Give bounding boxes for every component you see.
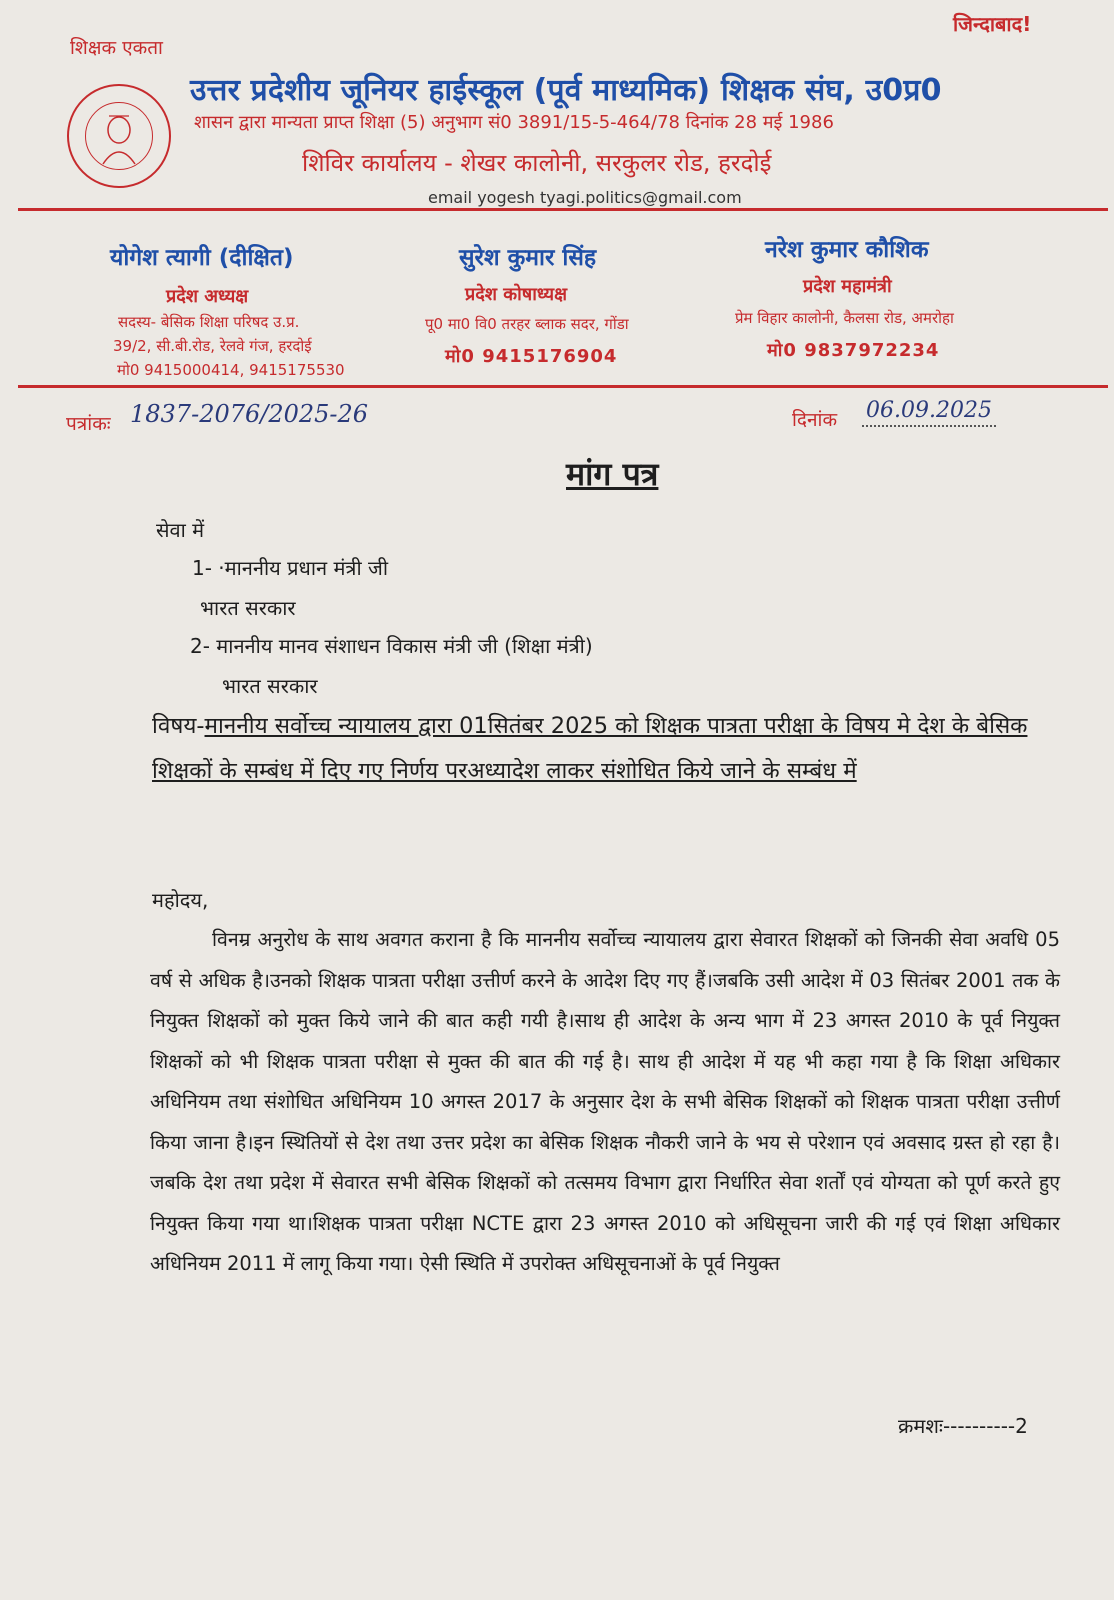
president-post: प्रदेश अध्यक्ष: [166, 286, 249, 307]
salutation: महोदय,: [152, 888, 209, 912]
secretary-detail-1: प्रेम विहार कालोनी, कैलसा रोड, अमरोहा: [735, 309, 954, 327]
date-value: 06.09.2025: [862, 398, 996, 427]
date-label: दिनांक: [792, 409, 838, 431]
subject-block: [152, 704, 1057, 794]
organization-name: उत्तर प्रदेशीय जूनियर हाईस्कूल (पूर्व माध्यमिक) शिक्षक संघ, उ0प्र0: [190, 73, 942, 108]
recipient-1: 1- ·माननीय प्रधान मंत्री जी: [192, 556, 389, 580]
president-name: योगेश त्यागी (दीक्षित): [110, 245, 294, 271]
email-address: email yogesh tyagi.politics@gmail.com: [428, 188, 742, 207]
ref-number: 1837-2076/2025-26: [130, 400, 369, 428]
recipient-2-org: भारत सरकार: [222, 674, 318, 698]
subject-text: माननीय सर्वोच्च न्यायालय द्वारा 01सितंबर 2025 को शिक्षक पात्रता परीक्षा के विषय मे देश के बेसिक शिक्षकों के सम्बंध में दिए गए निर्णय परअध्यादेश लाकर संशोधित किये जाने के सम्बंध में: [152, 713, 1028, 784]
treasurer-post: प्रदेश कोषाध्यक्ष: [465, 284, 567, 305]
body-paragraph: विनम्र अनुरोध के साथ अवगत कराना है कि माननीय सर्वोच्च न्यायालय द्वारा सेवारत शिक्षकों को जिनकी सेवा अवधि 05 वर्ष से अधिक है।उनको शिक्षक पात्रता परीक्षा उत्तीर्ण करने के आदेश दिए गए हैं।जबकि उसी आदेश में 03 सितंबर 2001 तक के नियुक्त शिक्षकों को मुक्त किये जाने की बात कही गयी है।साथ ही आदेश के अन्य भाग में 23 अगस्त 2010 के पूर्व नियुक्त शिक्षकों को भी शिक्षक पात्रता परीक्षा से मुक्त की बात की गई है। साथ ही आदेश में यह भी कहा गया है कि शिक्षा अधिकार अधिनियम तथा संशोधित अधिनियम 10 अगस्त 2017 के अनुसार देश के सभी बेसिक शिक्षकों को शिक्षक पात्रता परीक्षा उत्तीर्ण किया जाना है।इन स्थितियों से देश तथा उत्तर प्रदेश का बेसिक शिक्षक नौकरी जाने के भय से परेशान एवं अवसाद ग्रस्त हो रहा है। जबकि देश तथा प्रदेश में सेवारत सभी बेसिक शिक्षकों को तत्समय विभाग द्वारा निर्धारित सेवा शर्तों एवं योग्यता को पूर्ण करते हुए नियुक्त किया गया था।शिक्षक पात्रता परीक्षा NCTE द्वारा 23 अगस्त 2010 को अधिसूचना जारी की गई एवं शिक्षा अधिकार अधिनियम 2011 में लागू किया गया। ऐसी स्थिति में उपरोक्त अधिसूचनाओं के पूर्व नियुक्त: [150, 928, 1060, 1275]
recipient-2: 2- माननीय मानव संशाधन विकास मंत्री जी (शिक्षा मंत्री): [190, 634, 593, 658]
letter-body: [150, 920, 1060, 1285]
treasurer-name: सुरेश कुमार सिंह: [459, 245, 597, 271]
top-left-slogan: शिक्षक एकता: [70, 37, 163, 59]
letter-title: मांग पत्र: [566, 455, 659, 493]
subject-label: विषय-: [152, 713, 205, 739]
header-divider-top: [18, 208, 1108, 211]
continuation-marker: क्रमशः----------2: [898, 1414, 1028, 1438]
secretary-name: नरेश कुमार कौशिक: [765, 237, 929, 263]
camp-office-address: शिविर कार्यालय - शेखर कालोनी, सरकुलर रोड, हरदोई: [302, 149, 772, 177]
secretary-mobile: मो0 9837972234: [767, 340, 940, 361]
header-divider-bottom: [18, 385, 1108, 388]
president-detail-1: सदस्य- बेसिक शिक्षा परिषद उ.प्र.: [118, 313, 300, 331]
association-seal: [67, 84, 171, 188]
ref-label: पत्रांकः: [66, 413, 111, 435]
treasurer-detail-1: पू0 मा0 वि0 तरहर ब्लाक सदर, गोंडा: [425, 315, 629, 333]
treasurer-mobile: मो0 9415176904: [445, 346, 618, 367]
recipient-1-org: भारत सरकार: [200, 596, 296, 620]
top-right-slogan: जिन्दाबाद!: [953, 12, 1032, 36]
secretary-post: प्रदेश महामंत्री: [803, 276, 892, 297]
president-detail-2: 39/2, सी.बी.रोड, रेलवे गंज, हरदोई: [113, 337, 312, 355]
recognition-line: शासन द्वारा मान्यता प्राप्त शिक्षा (5) अनुभाग सं0 3891/15-5-464/78 दिनांक 28 मई 1986: [194, 112, 834, 133]
address-to: सेवा में: [156, 518, 205, 542]
president-mobile: मो0 9415000414, 9415175530: [117, 361, 345, 379]
